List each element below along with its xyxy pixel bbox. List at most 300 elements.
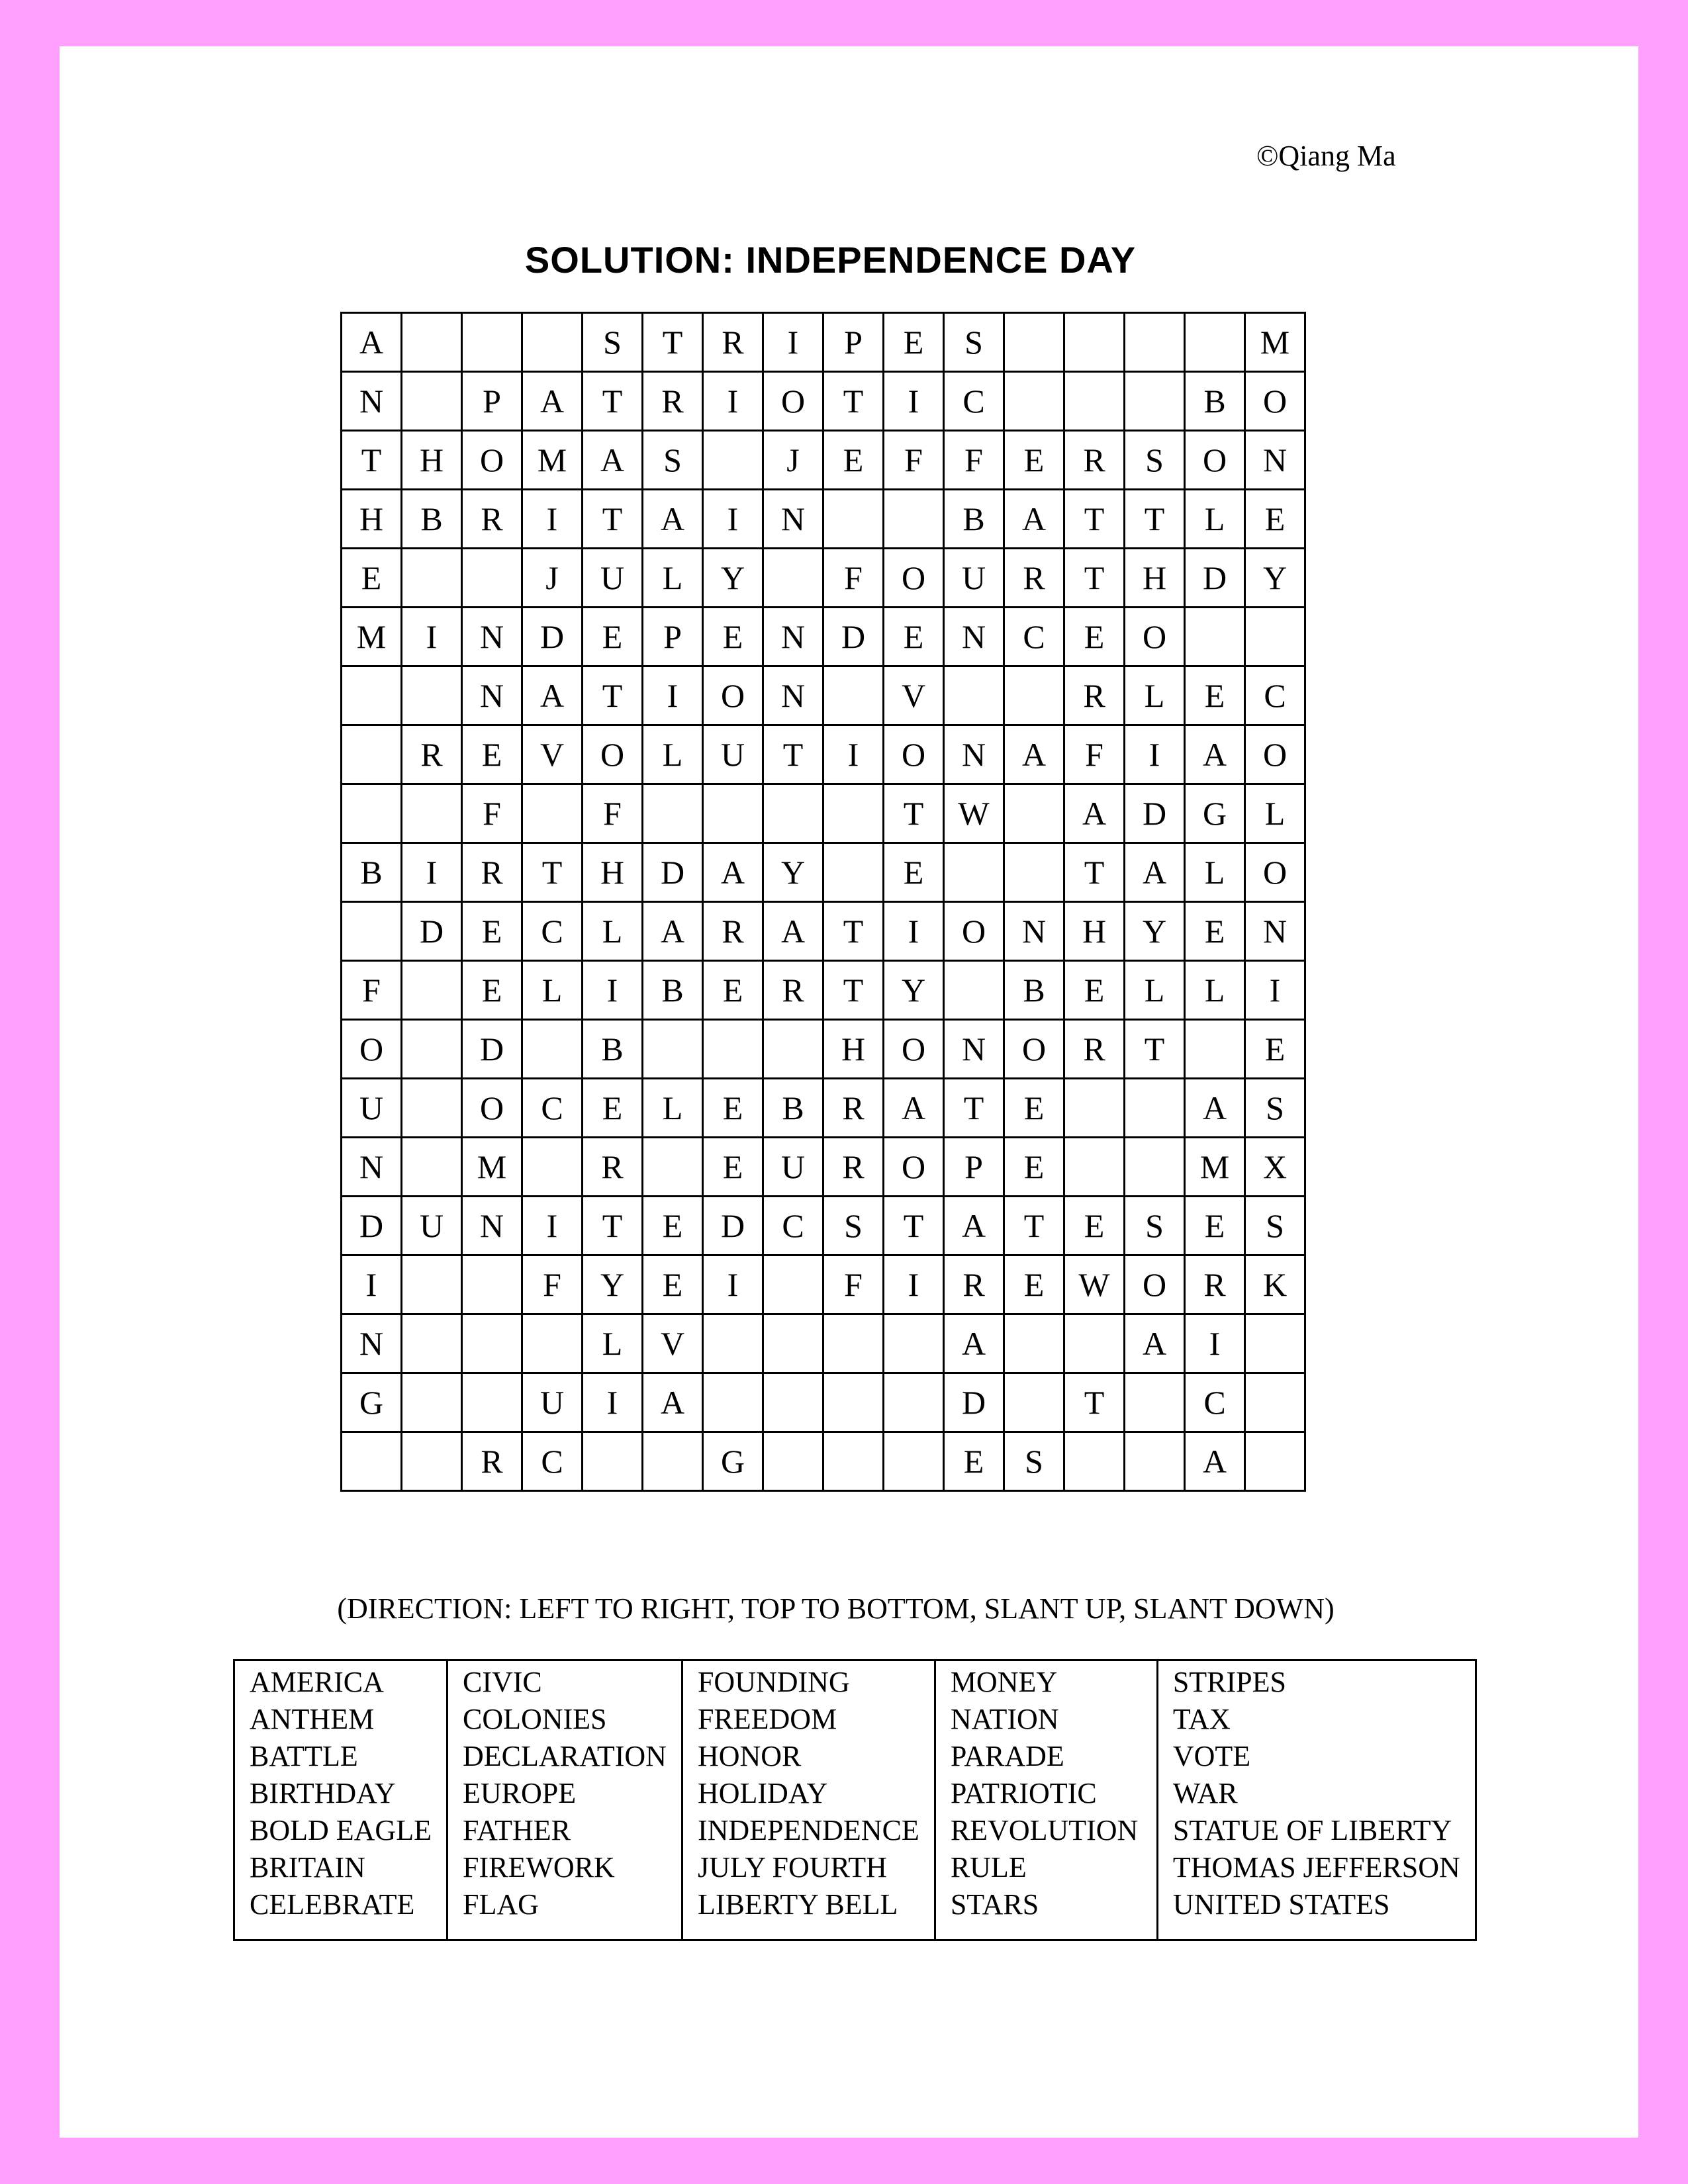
- grid-row: [342, 372, 1305, 431]
- grid-cell: U: [763, 1138, 823, 1197]
- grid-cell: L: [1125, 666, 1185, 725]
- grid-cell: E: [1245, 1020, 1305, 1079]
- grid-cell: E: [703, 1079, 763, 1138]
- grid-cell: O: [462, 431, 522, 490]
- grid-cell: O: [763, 372, 823, 431]
- grid-cell: O: [342, 1020, 402, 1079]
- grid-cell: [342, 784, 402, 843]
- grid-cell: E: [703, 1138, 763, 1197]
- grid-row: [342, 549, 1305, 608]
- grid-cell: [1004, 372, 1064, 431]
- grid-cell: F: [944, 431, 1004, 490]
- grid-cell: V: [522, 725, 583, 784]
- grid-cell: E: [462, 725, 522, 784]
- grid-cell: L: [1245, 784, 1305, 843]
- grid-cell: N: [342, 372, 402, 431]
- grid-cell: N: [342, 1314, 402, 1373]
- grid-cell: D: [643, 843, 703, 902]
- grid-cell: [522, 1138, 583, 1197]
- grid-cell: R: [823, 1138, 884, 1197]
- grid-cell: H: [583, 843, 643, 902]
- grid-cell: T: [1125, 490, 1185, 549]
- grid-cell: [763, 1255, 823, 1314]
- grid-cell: [823, 490, 884, 549]
- grid-cell: [522, 313, 583, 372]
- grid-cell: [1125, 372, 1185, 431]
- grid-cell: [823, 843, 884, 902]
- grid-cell: S: [944, 313, 1004, 372]
- grid-cell: B: [643, 961, 703, 1020]
- grid-cell: [402, 1138, 462, 1197]
- grid-cell: N: [1245, 431, 1305, 490]
- grid-cell: I: [884, 902, 944, 961]
- grid-cell: R: [703, 902, 763, 961]
- grid-cell: I: [643, 666, 703, 725]
- grid-cell: W: [944, 784, 1004, 843]
- grid-cell: R: [823, 1079, 884, 1138]
- grid-cell: T: [522, 843, 583, 902]
- word-list-item: BATTLE: [250, 1740, 358, 1772]
- grid-cell: N: [944, 608, 1004, 666]
- grid-cell: [763, 784, 823, 843]
- grid-cell: U: [703, 725, 763, 784]
- grid-cell: [703, 1373, 763, 1432]
- grid-cell: C: [522, 1432, 583, 1491]
- word-list-item: LIBERTY BELL: [697, 1888, 898, 1921]
- grid-cell: O: [884, 549, 944, 608]
- grid-cell: S: [1125, 1197, 1185, 1255]
- grid-cell: [1125, 313, 1185, 372]
- word-list-item: TAX: [1172, 1703, 1231, 1735]
- grid-cell: P: [944, 1138, 1004, 1197]
- grid-cell: C: [1185, 1373, 1245, 1432]
- grid-row: [342, 843, 1305, 902]
- grid-cell: M: [1185, 1138, 1245, 1197]
- grid-cell: [342, 666, 402, 725]
- grid-cell: [643, 1432, 703, 1491]
- grid-cell: [462, 313, 522, 372]
- grid-cell: X: [1245, 1138, 1305, 1197]
- grid-cell: [1245, 608, 1305, 666]
- grid-cell: E: [1064, 608, 1125, 666]
- worksheet-page: [60, 46, 1638, 2138]
- grid-cell: R: [462, 843, 522, 902]
- grid-cell: I: [1245, 961, 1305, 1020]
- grid-cell: E: [703, 961, 763, 1020]
- grid-cell: [1004, 666, 1064, 725]
- grid-cell: B: [1185, 372, 1245, 431]
- grid-cell: O: [462, 1079, 522, 1138]
- grid-cell: I: [342, 1255, 402, 1314]
- word-list-item: HOLIDAY: [697, 1777, 828, 1809]
- grid-cell: R: [763, 961, 823, 1020]
- grid-cell: Y: [1245, 549, 1305, 608]
- grid-cell: [1064, 1314, 1125, 1373]
- word-list-item: DECLARATION: [462, 1740, 667, 1772]
- grid-cell: [884, 1373, 944, 1432]
- grid-cell: [763, 549, 823, 608]
- grid-cell: A: [1185, 1079, 1245, 1138]
- grid-cell: T: [583, 372, 643, 431]
- grid-cell: R: [703, 313, 763, 372]
- grid-cell: D: [823, 608, 884, 666]
- grid-cell: H: [402, 431, 462, 490]
- grid-cell: [1125, 1373, 1185, 1432]
- grid-cell: O: [1125, 1255, 1185, 1314]
- grid-cell: O: [1125, 608, 1185, 666]
- grid-cell: E: [643, 1255, 703, 1314]
- grid-cell: U: [522, 1373, 583, 1432]
- grid-cell: V: [643, 1314, 703, 1373]
- grid-cell: [1125, 1079, 1185, 1138]
- word-list-item: FIREWORK: [462, 1851, 615, 1884]
- grid-cell: T: [1064, 843, 1125, 902]
- grid-cell: [703, 1020, 763, 1079]
- grid-row: [342, 902, 1305, 961]
- word-list-column: [447, 1661, 682, 1940]
- word-list-item: UNITED STATES: [1172, 1888, 1390, 1921]
- grid-cell: [1064, 1432, 1125, 1491]
- grid-cell: Y: [583, 1255, 643, 1314]
- grid-cell: N: [944, 1020, 1004, 1079]
- grid-cell: [643, 1020, 703, 1079]
- grid-cell: L: [583, 902, 643, 961]
- grid-cell: R: [402, 725, 462, 784]
- grid-cell: R: [944, 1255, 1004, 1314]
- grid-cell: S: [1245, 1197, 1305, 1255]
- grid-cell: I: [703, 372, 763, 431]
- grid-cell: [884, 1432, 944, 1491]
- grid-cell: [402, 549, 462, 608]
- grid-cell: P: [462, 372, 522, 431]
- grid-row: [342, 1079, 1305, 1138]
- word-list-item: INDEPENDENCE: [697, 1814, 919, 1846]
- word-list-item: COLONIES: [462, 1703, 607, 1735]
- grid-cell: E: [583, 608, 643, 666]
- grid-cell: F: [462, 784, 522, 843]
- grid-cell: A: [1064, 784, 1125, 843]
- grid-cell: [1004, 784, 1064, 843]
- grid-cell: D: [1125, 784, 1185, 843]
- grid-cell: F: [823, 1255, 884, 1314]
- grid-cell: T: [884, 1197, 944, 1255]
- grid-cell: [1064, 1138, 1125, 1197]
- grid-cell: A: [643, 490, 703, 549]
- grid-cell: E: [1185, 902, 1245, 961]
- grid-cell: A: [522, 666, 583, 725]
- grid-cell: A: [643, 902, 703, 961]
- grid-cell: B: [402, 490, 462, 549]
- grid-cell: A: [763, 902, 823, 961]
- grid-cell: [583, 1432, 643, 1491]
- grid-row: [342, 1197, 1305, 1255]
- grid-cell: K: [1245, 1255, 1305, 1314]
- grid-cell: R: [643, 372, 703, 431]
- grid-row: [342, 490, 1305, 549]
- grid-cell: O: [884, 1138, 944, 1197]
- word-list-column: [1157, 1661, 1476, 1940]
- grid-cell: A: [944, 1314, 1004, 1373]
- grid-cell: E: [703, 608, 763, 666]
- grid-cell: L: [643, 725, 703, 784]
- grid-cell: [643, 1138, 703, 1197]
- grid-cell: [402, 1079, 462, 1138]
- word-list-item: HONOR: [697, 1740, 802, 1772]
- grid-cell: E: [643, 1197, 703, 1255]
- grid-cell: Y: [703, 549, 763, 608]
- grid-cell: U: [342, 1079, 402, 1138]
- copyright-notice: ©Qiang Ma: [1256, 140, 1396, 172]
- grid-cell: W: [1064, 1255, 1125, 1314]
- grid-cell: N: [462, 1197, 522, 1255]
- grid-row: [342, 725, 1305, 784]
- grid-cell: N: [462, 666, 522, 725]
- grid-cell: [342, 725, 402, 784]
- grid-cell: F: [884, 431, 944, 490]
- grid-cell: T: [583, 666, 643, 725]
- grid-cell: E: [823, 431, 884, 490]
- grid-cell: [402, 1020, 462, 1079]
- grid-cell: C: [522, 1079, 583, 1138]
- grid-cell: R: [1064, 1020, 1125, 1079]
- word-list-column: [935, 1661, 1157, 1940]
- grid-cell: T: [823, 961, 884, 1020]
- grid-cell: [402, 784, 462, 843]
- grid-cell: E: [1245, 490, 1305, 549]
- grid-cell: R: [583, 1138, 643, 1197]
- grid-cell: [402, 1255, 462, 1314]
- grid-cell: O: [884, 1020, 944, 1079]
- grid-cell: T: [763, 725, 823, 784]
- grid-cell: O: [1004, 1020, 1064, 1079]
- grid-cell: T: [583, 1197, 643, 1255]
- word-list-item: VOTE: [1172, 1740, 1251, 1772]
- grid-cell: [402, 666, 462, 725]
- word-list-item: CELEBRATE: [250, 1888, 415, 1921]
- grid-cell: E: [1004, 1079, 1064, 1138]
- grid-cell: H: [823, 1020, 884, 1079]
- grid-cell: S: [1245, 1079, 1305, 1138]
- grid-cell: O: [884, 725, 944, 784]
- grid-cell: U: [944, 549, 1004, 608]
- word-list-item: CIVIC: [462, 1666, 542, 1698]
- grid-cell: T: [1125, 1020, 1185, 1079]
- grid-cell: G: [342, 1373, 402, 1432]
- grid-cell: E: [1185, 666, 1245, 725]
- grid-cell: T: [1064, 1373, 1125, 1432]
- grid-cell: J: [522, 549, 583, 608]
- grid-cell: [522, 784, 583, 843]
- grid-cell: [1185, 1020, 1245, 1079]
- word-list-item: FATHER: [462, 1814, 571, 1846]
- grid-cell: C: [522, 902, 583, 961]
- grid-cell: F: [583, 784, 643, 843]
- grid-cell: H: [342, 490, 402, 549]
- grid-cell: S: [1125, 431, 1185, 490]
- grid-cell: B: [342, 843, 402, 902]
- grid-cell: E: [1064, 1197, 1125, 1255]
- grid-cell: [1004, 1373, 1064, 1432]
- grid-cell: R: [1064, 431, 1125, 490]
- grid-cell: F: [342, 961, 402, 1020]
- grid-row: [342, 1432, 1305, 1491]
- grid-cell: E: [462, 902, 522, 961]
- grid-cell: C: [763, 1197, 823, 1255]
- grid-cell: R: [462, 490, 522, 549]
- grid-cell: A: [884, 1079, 944, 1138]
- grid-cell: B: [583, 1020, 643, 1079]
- grid-cell: I: [703, 490, 763, 549]
- grid-cell: [643, 784, 703, 843]
- grid-cell: G: [703, 1432, 763, 1491]
- grid-cell: [462, 1255, 522, 1314]
- grid-cell: E: [462, 961, 522, 1020]
- grid-cell: E: [1004, 431, 1064, 490]
- grid-cell: [402, 1314, 462, 1373]
- grid-cell: T: [1064, 549, 1125, 608]
- grid-cell: [402, 1373, 462, 1432]
- word-list-item: FLAG: [462, 1888, 539, 1921]
- direction-note: (DIRECTION: LEFT TO RIGHT, TOP TO BOTTOM, SLANT UP, SLANT DOWN): [337, 1592, 1335, 1625]
- grid-cell: I: [583, 961, 643, 1020]
- grid-cell: D: [342, 1197, 402, 1255]
- grid-cell: A: [1125, 843, 1185, 902]
- grid-cell: [1245, 1432, 1305, 1491]
- grid-cell: M: [342, 608, 402, 666]
- grid-cell: [823, 1314, 884, 1373]
- word-list-item: THOMAS JEFFERSON: [1172, 1851, 1460, 1884]
- grid-cell: E: [1064, 961, 1125, 1020]
- grid-cell: D: [944, 1373, 1004, 1432]
- grid-row: [342, 1020, 1305, 1079]
- grid-cell: B: [763, 1079, 823, 1138]
- grid-cell: N: [944, 725, 1004, 784]
- grid-cell: I: [522, 490, 583, 549]
- grid-cell: [1064, 372, 1125, 431]
- grid-cell: A: [1185, 725, 1245, 784]
- grid-row: [342, 666, 1305, 725]
- grid-cell: [944, 843, 1004, 902]
- grid-cell: E: [884, 313, 944, 372]
- grid-cell: A: [944, 1197, 1004, 1255]
- grid-cell: I: [1185, 1314, 1245, 1373]
- grid-cell: [1185, 608, 1245, 666]
- grid-cell: L: [1185, 843, 1245, 902]
- grid-cell: A: [643, 1373, 703, 1432]
- grid-cell: [1004, 1314, 1064, 1373]
- grid-cell: P: [823, 313, 884, 372]
- grid-cell: [402, 961, 462, 1020]
- grid-row: [342, 784, 1305, 843]
- grid-cell: C: [944, 372, 1004, 431]
- grid-cell: [884, 490, 944, 549]
- grid-cell: R: [1004, 549, 1064, 608]
- grid-cell: A: [522, 372, 583, 431]
- grid-cell: O: [583, 725, 643, 784]
- grid-cell: E: [1004, 1255, 1064, 1314]
- grid-cell: L: [583, 1314, 643, 1373]
- grid-cell: [763, 1373, 823, 1432]
- grid-cell: E: [884, 843, 944, 902]
- grid-cell: [522, 1020, 583, 1079]
- grid-cell: L: [1185, 961, 1245, 1020]
- word-list-item: FOUNDING: [697, 1666, 850, 1698]
- grid-cell: T: [1004, 1197, 1064, 1255]
- grid-cell: Y: [884, 961, 944, 1020]
- grid-cell: [462, 1314, 522, 1373]
- grid-cell: T: [823, 372, 884, 431]
- grid-cell: G: [1185, 784, 1245, 843]
- word-list-item: REVOLUTION: [950, 1814, 1139, 1846]
- grid-cell: D: [1185, 549, 1245, 608]
- grid-cell: I: [402, 843, 462, 902]
- grid-cell: S: [1004, 1432, 1064, 1491]
- grid-cell: A: [1125, 1314, 1185, 1373]
- grid-cell: T: [342, 431, 402, 490]
- grid-cell: Y: [1125, 902, 1185, 961]
- grid-cell: H: [1125, 549, 1185, 608]
- grid-cell: [823, 784, 884, 843]
- page-title: SOLUTION: INDEPENDENCE DAY: [524, 239, 1137, 281]
- grid-cell: [944, 961, 1004, 1020]
- grid-cell: E: [1185, 1197, 1245, 1255]
- grid-cell: V: [884, 666, 944, 725]
- grid-cell: O: [1245, 372, 1305, 431]
- grid-cell: T: [884, 784, 944, 843]
- word-list-item: AMERICA: [250, 1666, 384, 1698]
- grid-cell: L: [1185, 490, 1245, 549]
- grid-cell: [462, 549, 522, 608]
- grid-cell: O: [703, 666, 763, 725]
- grid-row: [342, 608, 1305, 666]
- word-search-grid: [340, 312, 1306, 1492]
- grid-cell: I: [763, 313, 823, 372]
- grid-cell: L: [643, 549, 703, 608]
- grid-cell: U: [583, 549, 643, 608]
- grid-cell: O: [1245, 843, 1305, 902]
- word-list-item: FREEDOM: [697, 1703, 837, 1735]
- word-list-column: [234, 1661, 447, 1940]
- grid-cell: [884, 1314, 944, 1373]
- grid-cell: N: [342, 1138, 402, 1197]
- grid-cell: [1245, 1314, 1305, 1373]
- grid-cell: N: [462, 608, 522, 666]
- grid-cell: L: [643, 1079, 703, 1138]
- grid-cell: I: [1125, 725, 1185, 784]
- grid-cell: C: [1004, 608, 1064, 666]
- word-list-column: [682, 1661, 935, 1940]
- grid-row: [342, 431, 1305, 490]
- grid-cell: [763, 1432, 823, 1491]
- grid-cell: [342, 1432, 402, 1491]
- grid-cell: A: [1004, 725, 1064, 784]
- grid-row: [342, 1138, 1305, 1197]
- grid-cell: S: [823, 1197, 884, 1255]
- grid-cell: E: [583, 1079, 643, 1138]
- grid-cell: M: [522, 431, 583, 490]
- word-list-item: WAR: [1172, 1777, 1238, 1809]
- grid-cell: L: [1125, 961, 1185, 1020]
- grid-cell: [703, 1314, 763, 1373]
- grid-cell: Y: [763, 843, 823, 902]
- grid-cell: [703, 431, 763, 490]
- grid-cell: [402, 372, 462, 431]
- grid-cell: H: [1064, 902, 1125, 961]
- word-list-item: RULE: [950, 1851, 1027, 1884]
- grid-cell: M: [462, 1138, 522, 1197]
- grid-cell: E: [342, 549, 402, 608]
- grid-cell: [1125, 1432, 1185, 1491]
